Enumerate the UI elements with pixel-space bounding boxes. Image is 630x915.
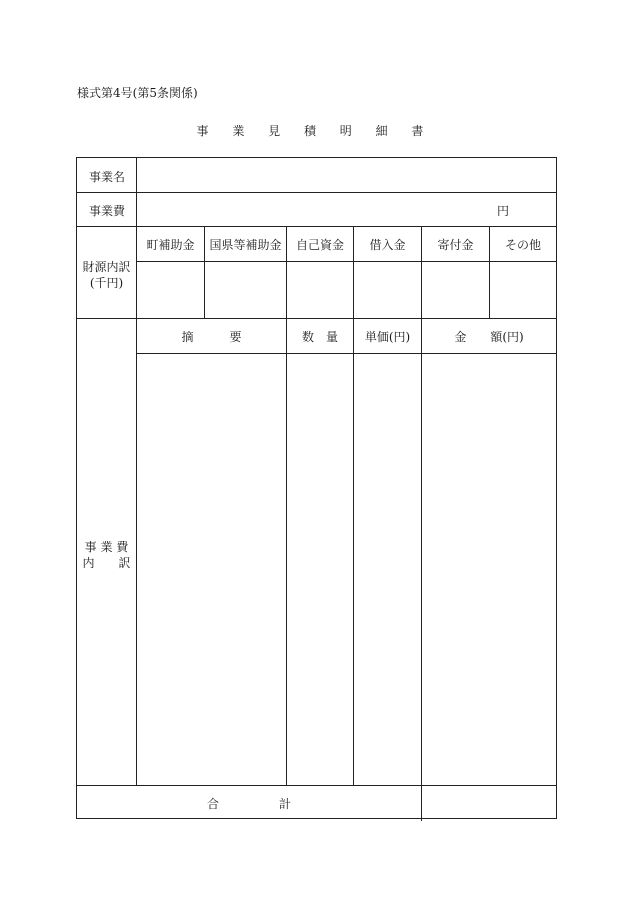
estimate-table	[76, 157, 557, 819]
breakdown-col-quantity: 数 量	[301, 330, 338, 344]
funding-col-donation: 寄付金	[437, 238, 474, 252]
row-divider	[77, 318, 556, 319]
breakdown-col-summary: 摘 要	[181, 330, 242, 344]
breakdown-col-amount: 金 額(円)	[454, 330, 524, 344]
row-divider	[77, 226, 556, 227]
row-divider	[136, 353, 556, 354]
project-cost-unit: 円	[497, 204, 510, 218]
col-divider	[353, 318, 354, 785]
funding-col-town-subsidy: 町補助金	[146, 238, 195, 252]
document-title: 事 業 見 積 明 細 書	[196, 124, 434, 138]
funding-col-other: その他	[504, 238, 541, 252]
project-cost-label: 事業費	[89, 204, 126, 218]
row-divider	[77, 192, 556, 193]
col-divider	[421, 318, 422, 821]
form-number: 様式第4号(第5条関係)	[77, 86, 198, 100]
project-name-label: 事業名	[89, 170, 126, 184]
funding-col-national-prefectural-subsidy: 国県等補助金	[209, 238, 282, 252]
funding-unit-label: (千円)	[89, 276, 124, 290]
funding-col-own-funds: 自己資金	[295, 238, 344, 252]
funding-label: 財源内訳	[82, 260, 131, 274]
row-divider	[136, 261, 556, 262]
total-label: 合 計	[206, 797, 291, 811]
breakdown-label: 事 業 費	[84, 540, 129, 554]
breakdown-label-2: 内 訳	[82, 556, 131, 570]
col-divider	[286, 318, 287, 785]
funding-col-borrowing: 借入金	[369, 238, 406, 252]
row-divider	[77, 785, 556, 786]
breakdown-col-unit-price: 単価(円)	[364, 330, 411, 344]
